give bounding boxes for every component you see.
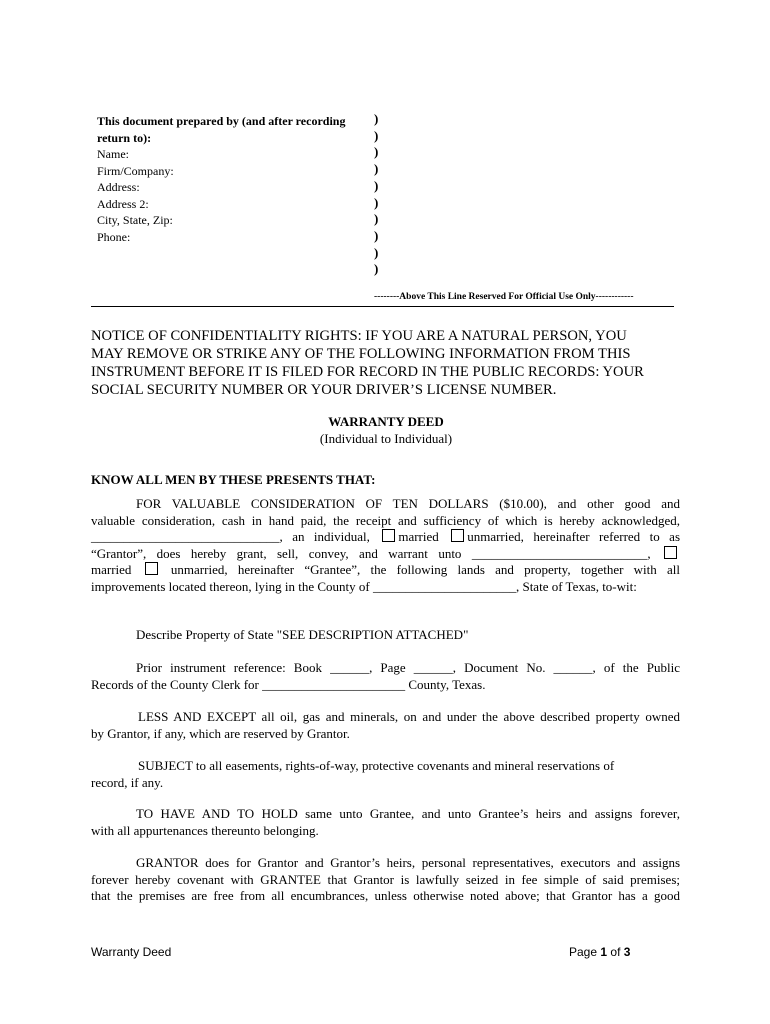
text: , [647, 545, 651, 561]
para-line: SUBJECT to all easements, rights-of-way, protective covenants and mineral reservations of [138, 758, 615, 773]
para-line: record, if any. [91, 774, 164, 790]
page-number [569, 945, 630, 959]
preparer-title-cont: return to): [97, 130, 152, 145]
page-of: of [610, 945, 621, 959]
paren: ) [374, 177, 379, 193]
know-all-heading: KNOW ALL MEN BY THESE PRESENTS THAT: [91, 472, 376, 487]
notice-line: NOTICE OF CONFIDENTIALITY RIGHTS: IF YOU ARE A NATURAL PERSON, YOU [91, 328, 627, 344]
header-rule [91, 306, 674, 307]
footer-title: Warranty Deed [91, 945, 172, 959]
property-description: Describe Property of State "SEE DESCRIPTION ATTACHED" [136, 627, 469, 642]
paren: ) [374, 144, 379, 160]
field-phone: Phone: [97, 229, 131, 244]
para-line [91, 546, 680, 563]
grantee-married-checkbox[interactable] [664, 546, 677, 559]
para-line: Records of the County Clerk for ______________________ County, Texas. [91, 676, 486, 692]
grantor-married-checkbox[interactable] [382, 529, 395, 542]
grantor-unmarried-checkbox[interactable] [451, 529, 464, 542]
paren: ) [374, 227, 379, 243]
grantor-covenant-paragraph [91, 855, 680, 905]
paren-column [374, 111, 378, 278]
deed-title: WARRANTY DEED [328, 414, 444, 429]
habendum-paragraph [91, 806, 680, 839]
grantor-name-blank[interactable]: _____________________________ [91, 529, 280, 544]
notice-line: INSTRUMENT BEFORE IT IS FILED FOR RECORD IN THE PUBLIC RECORDS: YOUR [91, 364, 644, 380]
para-line: with all appurtenances thereunto belonging. [91, 822, 319, 838]
para-line: Prior instrument reference: Book ______, Page ______, Document No. ______, of the Public [136, 660, 680, 675]
paren: ) [374, 211, 379, 227]
text: “Grantor”, does hereby grant, sell, convey, and warrant unto [91, 545, 462, 561]
para-line: improvements located thereon, lying in the County of ______________________, State of Texas, to-wit: [91, 578, 637, 594]
para-line [91, 562, 680, 579]
para-line: valuable consideration, cash in hand paid, the receipt and sufficiency of which is hereby acknowledged, [91, 512, 680, 528]
prior-instrument-paragraph [91, 660, 680, 693]
confidentiality-notice [91, 327, 681, 399]
text: , an individual, [279, 529, 370, 544]
paren: ) [374, 161, 379, 177]
page-total: 3 [623, 945, 631, 959]
deed-subtitle: (Individual to Individual) [319, 431, 453, 446]
subject-paragraph [91, 758, 651, 791]
grantee-unmarried-checkbox[interactable] [145, 562, 158, 575]
paren: ) [374, 127, 379, 143]
para-line: FOR VALUABLE CONSIDERATION OF TEN DOLLARS ($10.00), and other good and [136, 496, 680, 511]
text: married [91, 562, 132, 577]
text: unmarried, hereinafter “Grantee”, the following lands and property, together with all [170, 562, 681, 577]
page-label: Page [569, 945, 598, 959]
paren: ) [374, 244, 379, 260]
field-name: Name: [97, 147, 129, 161]
field-address2: Address 2: [97, 196, 149, 211]
preparer-title: This document prepared by (and after recording [97, 114, 346, 128]
paren: ) [374, 111, 379, 126]
para-line: that the premises are free from all encumbrances, unless otherwise noted above; that Grantor has a good [91, 888, 680, 903]
notice-line: MAY REMOVE OR STRIKE ANY OF THE FOLLOWING INFORMATION FROM THIS [91, 346, 631, 362]
paren: ) [374, 194, 379, 210]
less-except-paragraph [91, 709, 680, 742]
notice-line: SOCIAL SECURITY NUMBER OR YOUR DRIVER’S LICENSE NUMBER. [91, 382, 557, 398]
field-address: Address: [97, 180, 140, 194]
para-line [91, 529, 680, 546]
preparer-block [97, 113, 367, 245]
field-firm: Firm/Company: [97, 163, 174, 178]
para-line: GRANTOR does for Grantor and Grantor’s heirs, personal representatives, executors and assigns [136, 855, 680, 870]
page-current: 1 [600, 945, 608, 959]
text: married [398, 529, 439, 544]
para-line: LESS AND EXCEPT all oil, gas and minerals, on and under the above described property owned [138, 709, 680, 724]
reserved-line: --------Above This Line Reserved For Official Use Only------------ [374, 292, 634, 302]
paren: ) [374, 261, 379, 277]
grantee-name-blank[interactable]: ___________________________ [471, 545, 648, 561]
consideration-paragraph [91, 496, 680, 595]
para-line: TO HAVE AND TO HOLD same unto Grantee, and unto Grantee’s heirs and assigns forever, [136, 806, 680, 821]
para-line: forever hereby covenant with GRANTEE that Grantor is lawfully seized in fee simple of said premises; [91, 871, 680, 887]
field-city-state-zip: City, State, Zip: [97, 213, 173, 227]
text: unmarried, hereinafter referred to as [467, 529, 681, 544]
para-line: by Grantor, if any, which are reserved by Grantor. [91, 725, 350, 741]
